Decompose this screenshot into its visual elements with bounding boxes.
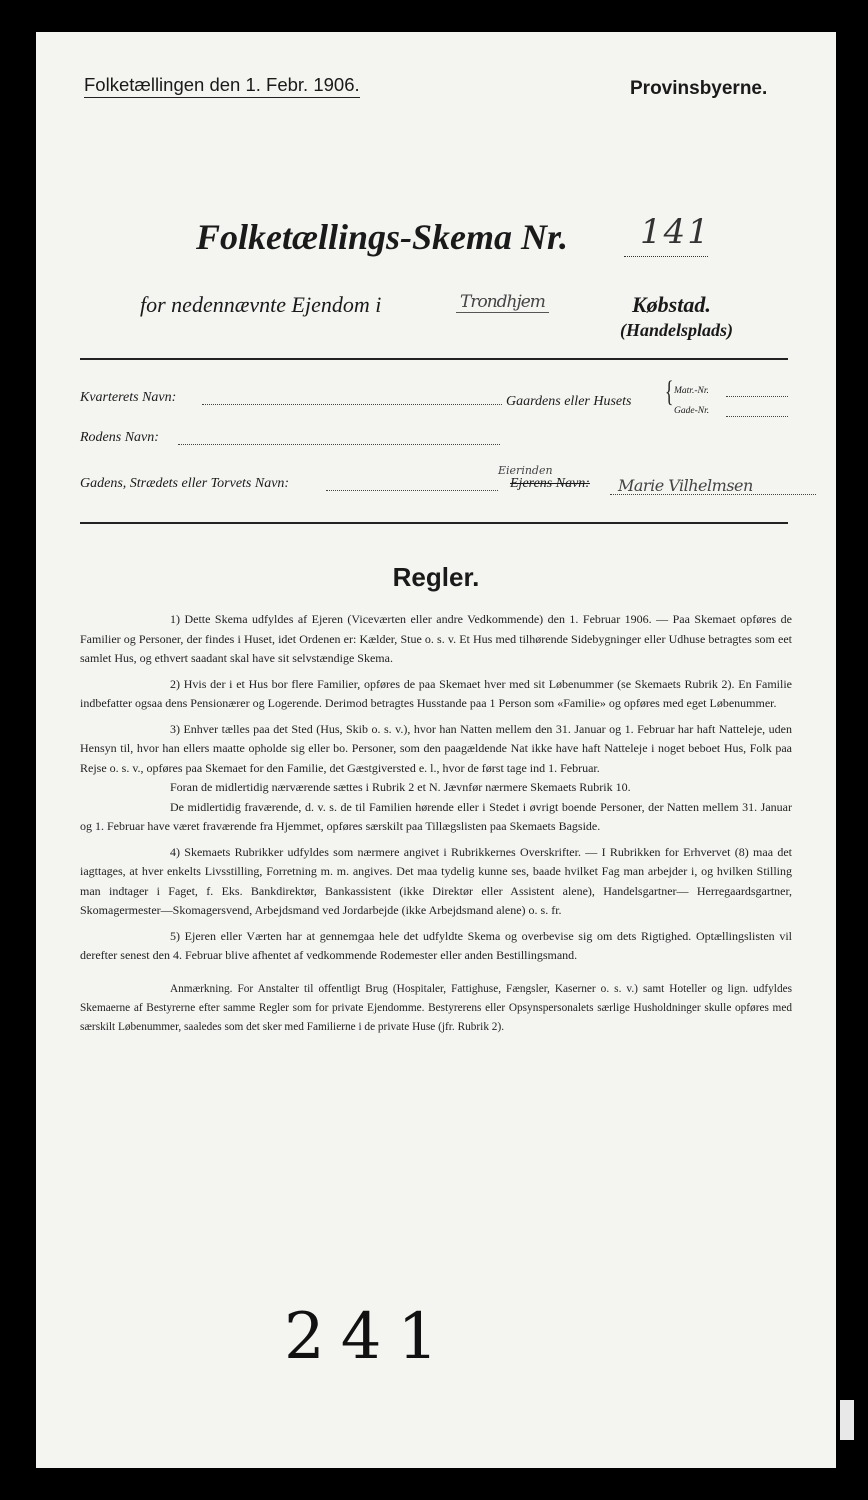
census-date-header: Folketællingen den 1. Febr. 1906. bbox=[84, 74, 360, 98]
brace-symbol: { bbox=[664, 375, 674, 408]
ejerens-navn-label: Ejerens Navn: bbox=[510, 476, 590, 491]
owner-name-handwritten: Marie Vilhelmsen bbox=[618, 476, 753, 495]
fields-divider bbox=[80, 522, 788, 524]
rule-3-midlertidig-fravaerende: De midlertidig fraværende, d. v. s. de til Familien hørende eller i Stedet i øvrigt boende Personer, der Natten mellem 31. Januar og 1. Februar have været fraværende fra Hjemmet, opføres særskilt paa Tillægslisten paa Skemaets Bagside. bbox=[80, 799, 792, 833]
ejerens-correction-handwritten: Eierinden bbox=[498, 464, 553, 477]
matr-nr-field bbox=[726, 396, 788, 397]
top-divider bbox=[80, 358, 788, 360]
scan-edge-mark bbox=[840, 1400, 854, 1440]
kvarterets-navn-field bbox=[202, 404, 502, 405]
ejerens-navn-field bbox=[610, 494, 816, 495]
gaardens-label: Gaardens eller Husets bbox=[506, 394, 632, 409]
city-handwritten: Trondhjem bbox=[456, 292, 549, 313]
rule-3-midlertidig-naervaerende: Foran de midlertidig nærværende sættes i Rubrik 2 et N. Jævnfør nærmere Skemaets Rubrik 10. bbox=[170, 780, 631, 794]
gade-nr-field bbox=[726, 416, 788, 417]
census-form-page bbox=[36, 32, 836, 1468]
matr-nr-label: Matr.-Nr. bbox=[674, 386, 709, 396]
rule-1: 1) Dette Skema udfyldes af Ejeren (Viceværten eller andre Vedkommende) den 1. Februar 1906. — Paa Skemaet opføres de Familier og Personer, der findes i Huset, idet Ordenen er: Kælder, Stue o. s. v. Et Hus med tilhørende Sidebygninger eller Udhuse betragtes som eet samlet Hus, og ethvert saadant skal have sit selvstændige Skema. bbox=[80, 612, 792, 665]
form-number-line bbox=[624, 256, 708, 257]
rule-3: 3) Enhver tælles paa det Sted (Hus, Skib o. s. v.), hvor han Natten mellem den 31. Januar og 1. Februar har haft Natteleje, uden Hensyn til, hvor han ellers maatte opholde sig eller bo. Personer, som den paagældende Nat ikke have haft Natteleje i noget beboet Hus, Folk paa Rejse o. s. v., opføres paa Skemaet for den Familie, det Gæstgiversted e. l., hvor de først tage ind 1. Februar. bbox=[80, 721, 792, 775]
kobstad-label: Købstad. bbox=[632, 292, 711, 317]
handelsplads-label: (Handelsplads) bbox=[620, 320, 734, 340]
gade-nr-label: Gade-Nr. bbox=[674, 406, 710, 416]
archive-number-handwritten: 241 bbox=[284, 1300, 455, 1374]
form-number-handwritten: 141 bbox=[640, 212, 711, 252]
gadens-navn-field bbox=[326, 490, 498, 491]
gadens-navn-label: Gadens, Strædets eller Torvets Navn: bbox=[80, 476, 290, 491]
rules-heading: Regler. bbox=[392, 562, 480, 592]
form-title: Folketællings-Skema Nr. bbox=[196, 217, 569, 257]
rodens-navn-field bbox=[178, 444, 500, 445]
property-line-prefix: for nedennævnte Ejendom i bbox=[140, 292, 382, 317]
rodens-navn-label: Rodens Navn: bbox=[80, 430, 159, 445]
rules-body bbox=[80, 610, 792, 1043]
kvarterets-navn-label: Kvarterets Navn: bbox=[80, 390, 177, 405]
rule-4: 4) Skemaets Rubrikker udfyldes som nærmere angivet i Rubrikkernes Overskrifter. — I Rubrikken for Erhvervet (8) maa det iagttages, at hver enkelts Livsstilling, Forretning m. m. angives. Det maa tydelig kunne ses, baade hvilket Fag man arbejder i, og hvilken Stilling man indtager i Faget, f. Eks. Bankdirektør, Bankassistent (ikke Direktør eller Assistent alene), Handelsgartner— Herregaardsgartner, Skomagermester—Skomagersvend, Arbejdsmand ved Jordarbejde (ikke Arbejdsmand alene) o. s. fr. bbox=[80, 844, 792, 917]
rule-5: 5) Ejeren eller Værten har at gennemgaa hele det udfyldte Skema og overbevise sig om dets Rigtighed. Optællingslisten vil derefter senest den 4. Februar blive afhentet af vedkommende Rodemester eller anden Bestillingsmand. bbox=[80, 928, 792, 962]
rule-2: 2) Hvis der i et Hus bor flere Familier, opføres de paa Skemaet hver med sit Løbenummer (se Skemaets Rubrik 2). En Familie indbefatter ogsaa dens Pensionærer og Logerende. Derimod betragtes Husstande paa 1 Person som «Familie» og opføres med eget Løbenummer. bbox=[80, 676, 792, 710]
rules-note: Anmærkning. For Anstalter til offentligt Brug (Hospitaler, Fattighuse, Fængsler, Kaserner o. s. v.) samt Hoteller og lign. udfyldes Skemaerne af Bestyrerne efter samme Regler som for private Ejendomme. Bestyrerens eller Opsynspersonalets særlige Husholdninger skulle opføres med særskilt Løbenummer, saaledes som det sker med Familierne i de private Huse (jfr. Rubrik 2). bbox=[80, 982, 792, 1033]
region-header: Provinsbyerne. bbox=[630, 78, 768, 99]
